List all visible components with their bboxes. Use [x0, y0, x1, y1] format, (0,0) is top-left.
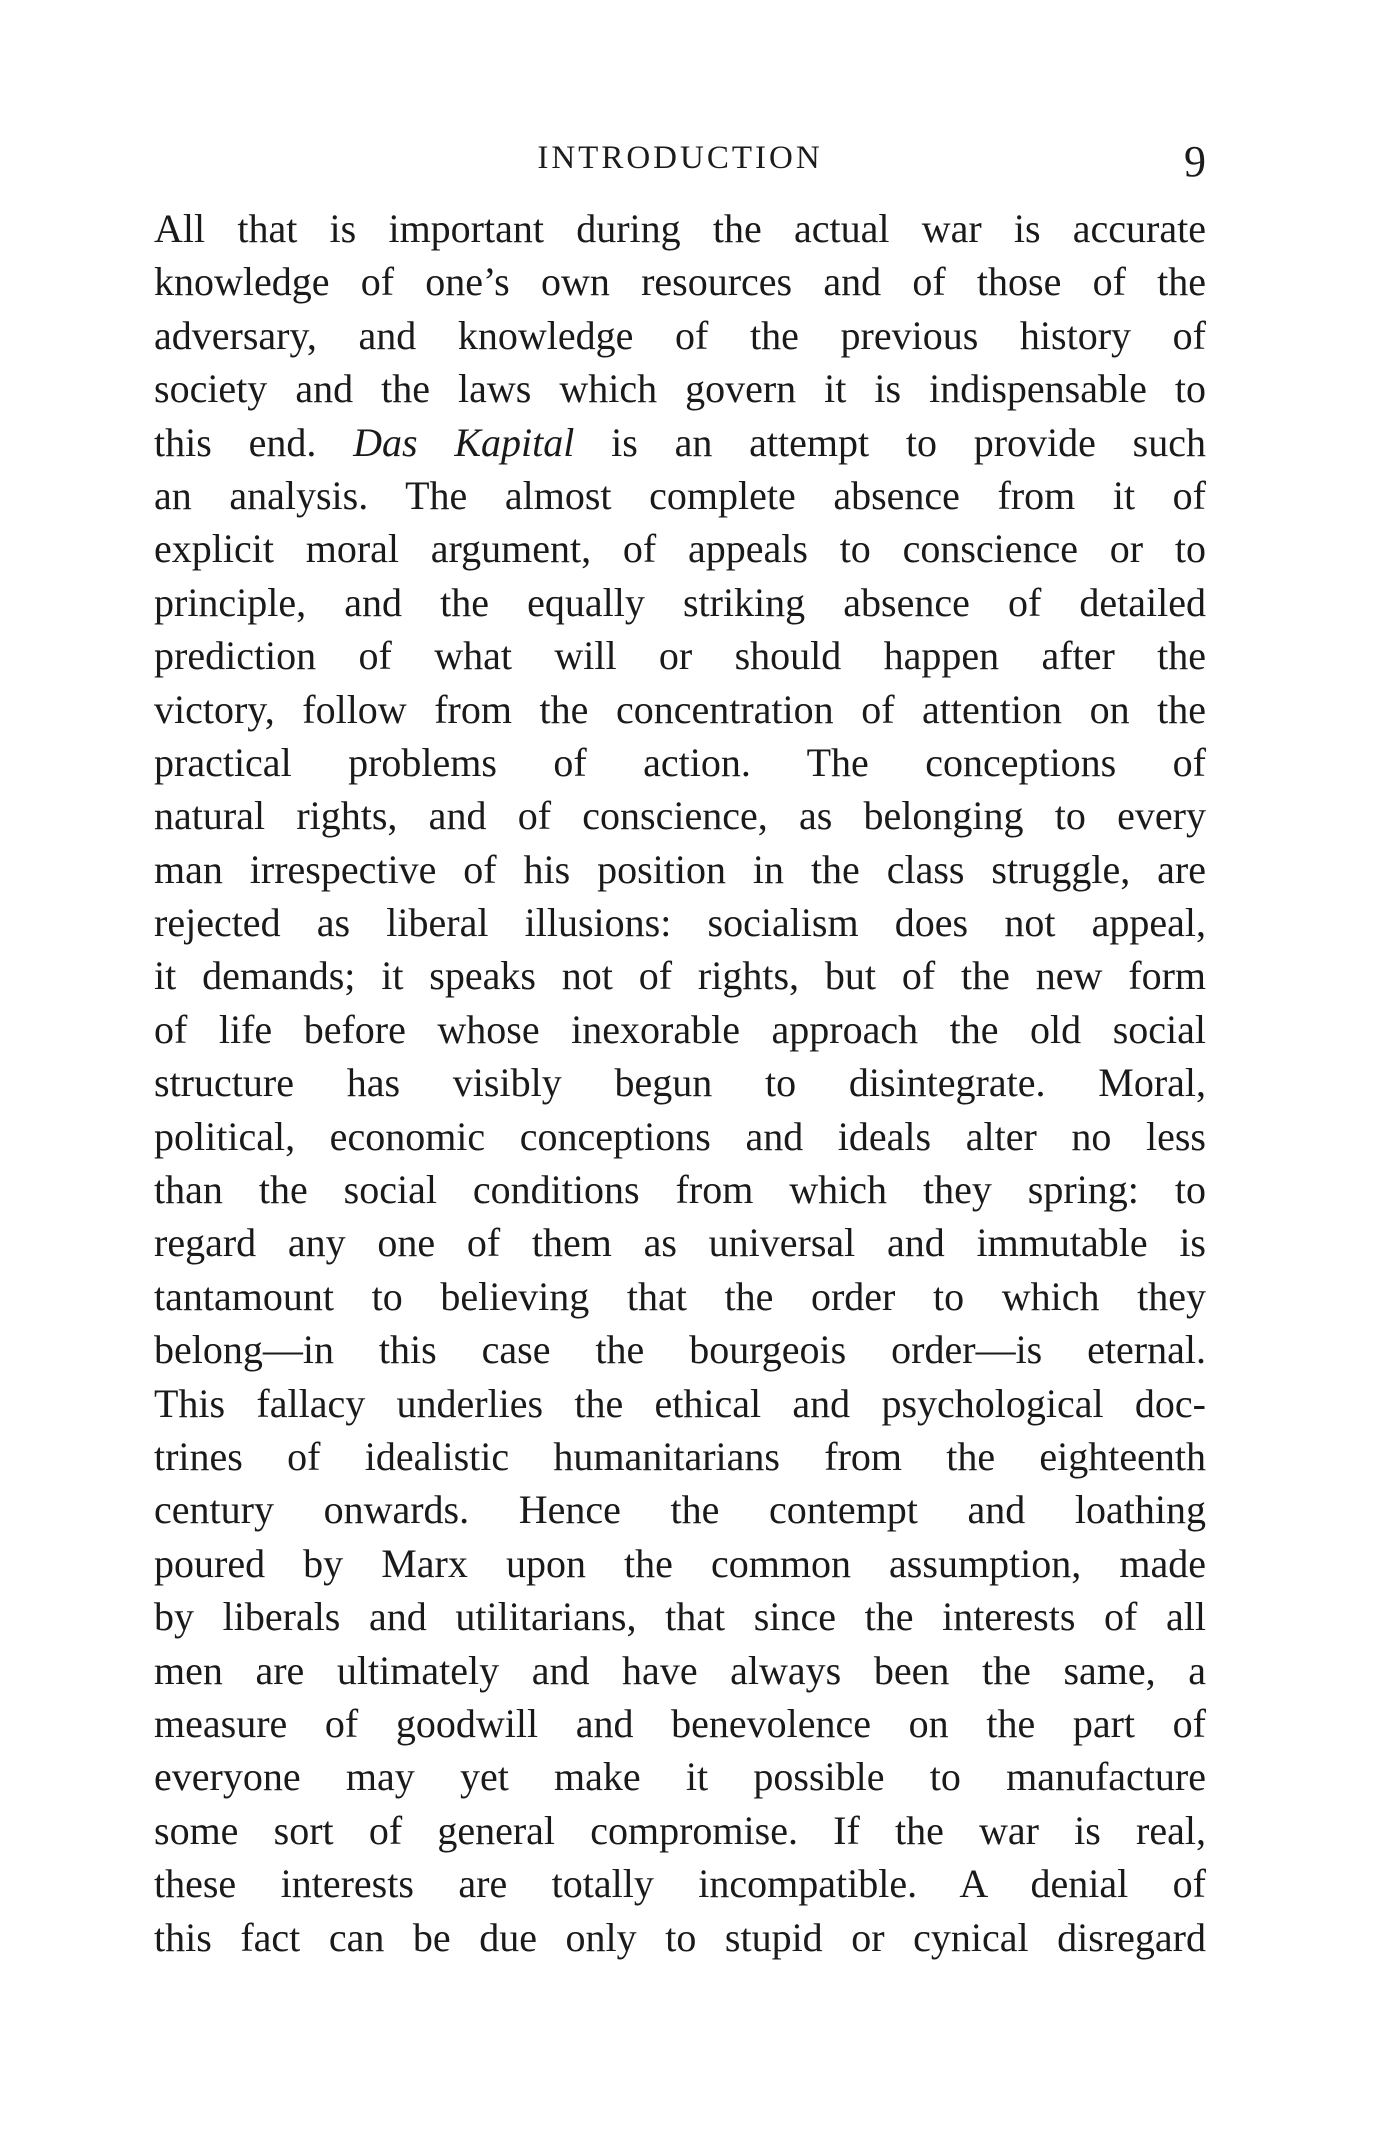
page-number: 9	[1184, 137, 1206, 186]
text-line: measure of goodwill and benevolence on the part of	[154, 1700, 1206, 1746]
text-line: it demands; it speaks not of rights, but of the new form	[154, 953, 1206, 999]
text-line: everyone may yet make it possible to manufacture	[154, 1754, 1206, 1800]
text-line: natural rights, and of conscience, as belonging to every	[154, 793, 1206, 839]
text-line: than the social conditions from which they spring: to	[154, 1167, 1206, 1213]
text-line: of life before whose inexorable approach the old social	[154, 1006, 1206, 1052]
text-line: an analysis. The almost complete absence from it of	[154, 472, 1206, 518]
text-line: this fact can be due only to stupid or cynical disregard	[154, 1914, 1206, 1960]
text-line: century onwards. Hence the contempt and loathing	[154, 1487, 1206, 1533]
text-line: victory, follow from the concentration of attention on the	[154, 686, 1206, 732]
text-line: adversary, and knowledge of the previous history of	[154, 312, 1206, 358]
text-line: man irrespective of his position in the class struggle, are	[154, 846, 1206, 892]
text-line: tantamount to believing that the order to which they	[154, 1273, 1206, 1319]
body-text	[154, 202, 1206, 1964]
text-line: structure has visibly begun to disintegrate. Moral,	[154, 1060, 1206, 1106]
text-run: this end.	[154, 419, 354, 465]
text-line: explicit moral argument, of appeals to conscience or to	[154, 526, 1206, 572]
text-line: men are ultimately and have always been the same, a	[154, 1647, 1206, 1693]
text-line: these interests are totally incompatible. A denial of	[154, 1861, 1206, 1907]
text-line: trines of idealistic humanitarians from the eighteenth	[154, 1433, 1206, 1479]
text-line: practical problems of action. The conceptions of	[154, 739, 1206, 785]
text-line: knowledge of one’s own resources and of those of the	[154, 259, 1206, 305]
text-line: All that is important during the actual war is accurate	[154, 206, 1206, 251]
text-line: principle, and the equally striking absence of detailed	[154, 579, 1206, 625]
text-line: prediction of what will or should happen after the	[154, 633, 1206, 679]
text-line: by liberals and utilitarians, that since the interests of all	[154, 1594, 1206, 1640]
text-line: This fallacy underlies the ethical and psychological doc-	[154, 1380, 1206, 1426]
running-head	[154, 136, 1206, 196]
text-line	[154, 416, 1206, 469]
text-line: poured by Marx upon the common assumption, made	[154, 1540, 1206, 1586]
running-title: INTRODUCTION	[537, 140, 823, 176]
text-line: some sort of general compromise. If the war is real,	[154, 1807, 1206, 1853]
book-title-italic: Das Kapital	[353, 419, 575, 465]
text-line: rejected as liberal illusions: socialism does not appeal,	[154, 900, 1206, 946]
text-line: regard any one of them as universal and immutable is	[154, 1220, 1206, 1266]
text-run: is an attempt to provide such	[574, 419, 1206, 465]
text-line: society and the laws which govern it is indispensable to	[154, 366, 1206, 412]
text-line: political, economic conceptions and ideals alter no less	[154, 1113, 1206, 1159]
text-line: belong—in this case the bourgeois order—is eternal.	[154, 1327, 1206, 1373]
